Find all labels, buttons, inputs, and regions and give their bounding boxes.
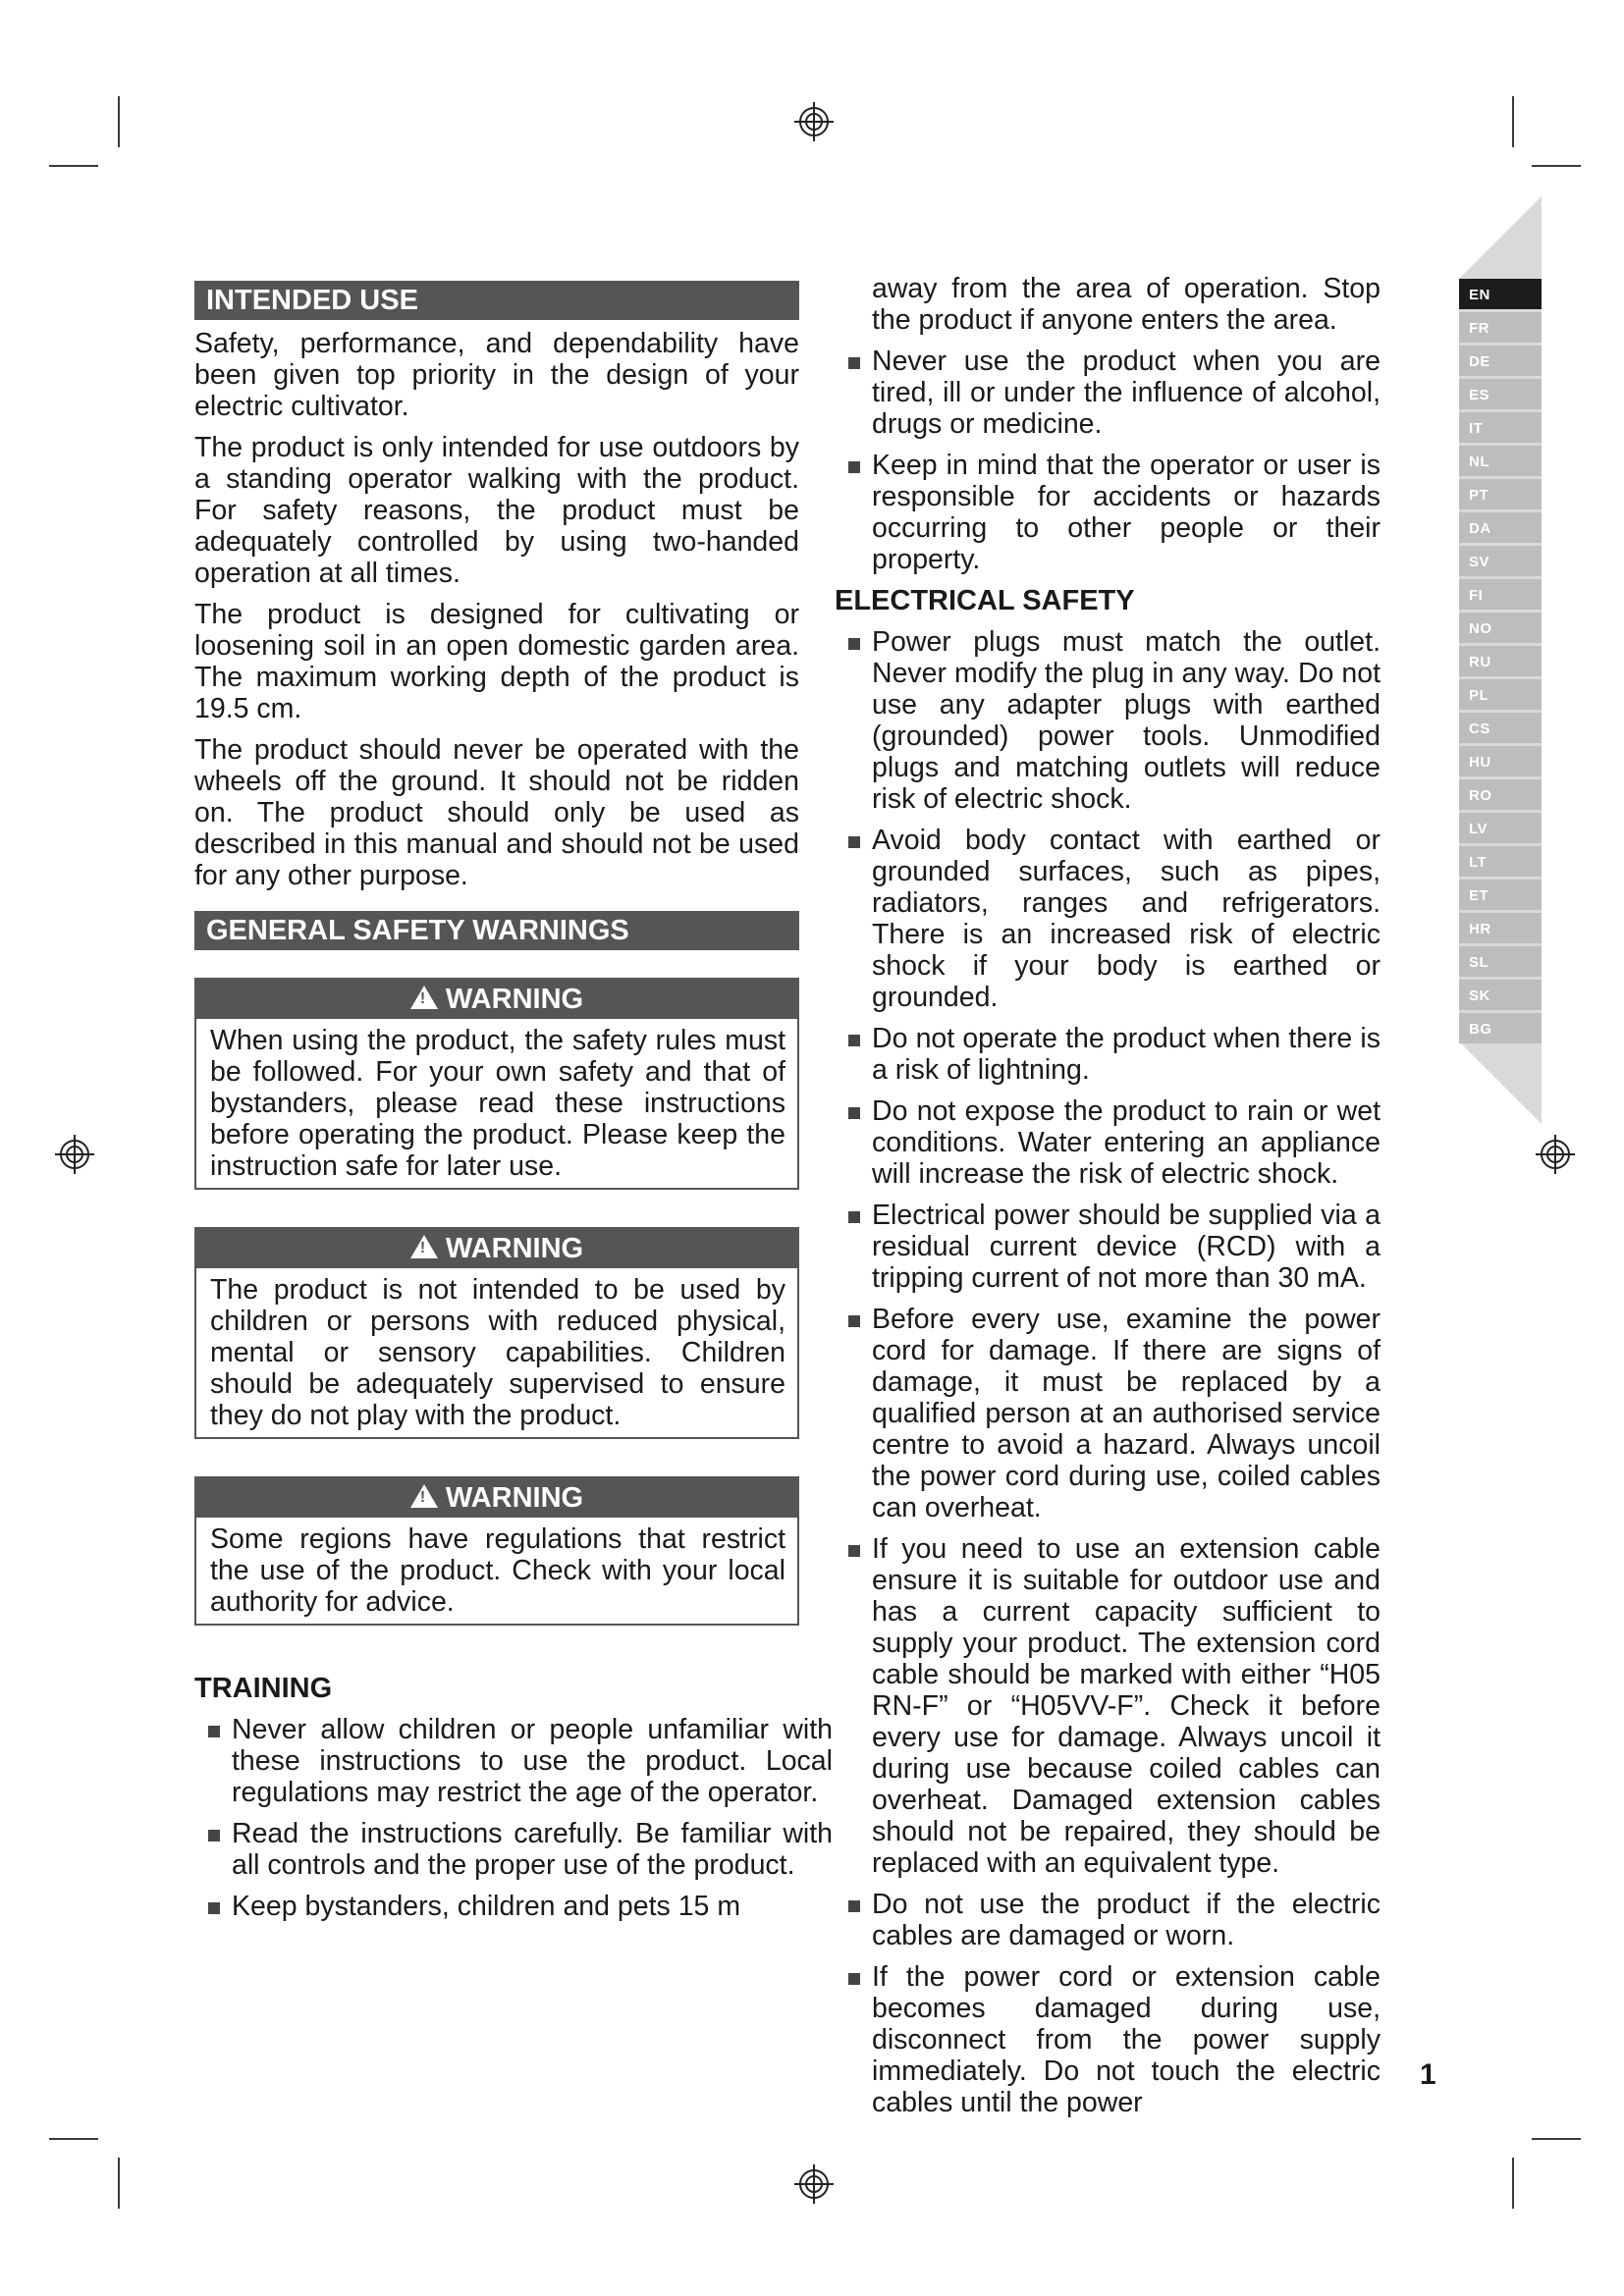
bullet-square-icon bbox=[848, 1315, 860, 1327]
warning-label: WARNING bbox=[445, 1233, 584, 1264]
electrical-bullet: If the power cord or extension cable becomes damaged during use, disconnect from the power supply immediately. Do not touch the electric cables until the power bbox=[835, 1961, 1479, 2118]
bullet-square-icon bbox=[848, 1973, 860, 1985]
electrical-bullet: If you need to use an extension cable ensure it is suitable for outdoor use and has a current capacity sufficient to supply your product. The extension cord cable should be marked with either “H05 RN-F” or “H05VV-F”. Check it before every use for damage. Always uncoil it during use because coiled cables can overheat. Damaged extension cables should not be repaired, they should be replaced with an equivalent type. bbox=[835, 1533, 1479, 1879]
training-continuation: away from the area of operation. Stop the product if anyone enters the area. bbox=[872, 273, 1380, 336]
intended-use-paragraph: The product is only intended for use outdoors by a standing operator walking with the product. For safety reasons, the product must be adequately controlled by using two-handed operation at all times. bbox=[194, 432, 799, 589]
warning-header bbox=[196, 1478, 797, 1518]
warning-triangle-icon bbox=[410, 1235, 438, 1258]
language-tab-ro[interactable]: RO bbox=[1459, 779, 1542, 810]
warning-text: The product is not intended to be used by children or persons with reduced physical, mental or sensory capabilities. Children should be adequately supervised to ensure they do not play with the product. bbox=[210, 1274, 785, 1431]
crop-mark bbox=[49, 165, 98, 167]
warning-triangle-icon bbox=[410, 1484, 438, 1508]
bullet-square-icon bbox=[848, 461, 860, 473]
page-number: 1 bbox=[1420, 2058, 1436, 2091]
language-tab-it[interactable]: IT bbox=[1459, 412, 1542, 443]
training-bullet: Never allow children or people unfamiliar with these instructions to use the product. Local regulations may restrict the age of the operator. bbox=[194, 1714, 833, 1808]
language-tab-et[interactable]: ET bbox=[1459, 880, 1542, 910]
electrical-bullet: Electrical power should be supplied via a residual current device (RCD) with a tripping current of not more than 30 mA. bbox=[835, 1200, 1479, 1294]
language-tab-hu[interactable]: HU bbox=[1459, 746, 1542, 776]
electrical-bullet: Do not expose the product to rain or wet conditions. Water entering an appliance will increase the risk of electric shock. bbox=[835, 1095, 1479, 1190]
warning-header bbox=[196, 1229, 797, 1268]
language-tab-ru[interactable]: RU bbox=[1459, 646, 1542, 676]
electrical-bullet: Before every use, examine the power cord for damage. If there are signs of damage, it must be replaced by a qualified person at an authorised service centre to avoid a hazard. Always uncoil the power cord during use, coiled cables can overheat. bbox=[835, 1304, 1479, 1523]
crop-mark bbox=[49, 2138, 98, 2140]
language-tab-pt[interactable]: PT bbox=[1459, 479, 1542, 509]
crop-mark bbox=[1532, 165, 1581, 167]
bullet-square-icon bbox=[848, 638, 860, 650]
intended-use-paragraph: Safety, performance, and dependability have been given top priority in the design of your electric cultivator. bbox=[194, 328, 799, 422]
language-tab-pl[interactable]: PL bbox=[1459, 679, 1542, 710]
bullet-square-icon bbox=[848, 836, 860, 848]
intended-use-heading: INTENDED USE bbox=[194, 281, 799, 320]
bullet-square-icon bbox=[848, 1900, 860, 1912]
language-tab-lt[interactable]: LT bbox=[1459, 846, 1542, 877]
language-tab-bg[interactable]: BG bbox=[1459, 1013, 1542, 1043]
electrical-bullet: Power plugs must match the outlet. Never modify the plug in any way. Do not use any adapter plugs with earthed (grounded) power tools. Unmodified plugs and matching outlets will reduce risk of electric shock. bbox=[835, 626, 1479, 815]
training-bullet: Keep bystanders, children and pets 15 m bbox=[194, 1891, 833, 1922]
bullet-square-icon bbox=[848, 357, 860, 369]
language-tab-de[interactable]: DE bbox=[1459, 346, 1542, 376]
bullet-square-icon bbox=[848, 1545, 860, 1557]
bullet-square-icon bbox=[208, 1830, 220, 1842]
language-tab-sv[interactable]: SV bbox=[1459, 546, 1542, 576]
electrical-bullet: Do not operate the product when there is a risk of lightning. bbox=[835, 1023, 1479, 1086]
warning-text: Some regions have regulations that restrict the use of the product. Check with your local authority for advice. bbox=[210, 1523, 785, 1618]
electrical-safety-heading: ELECTRICAL SAFETY bbox=[835, 585, 1135, 616]
warning-box bbox=[194, 1476, 799, 1626]
language-tab-fr[interactable]: FR bbox=[1459, 312, 1542, 343]
training-bullet: Keep in mind that the operator or user is responsible for accidents or hazards occurring to other people or their property. bbox=[835, 450, 1479, 575]
crop-mark bbox=[1532, 2138, 1581, 2140]
registration-mark-icon bbox=[794, 2164, 834, 2204]
crop-mark bbox=[1512, 96, 1514, 147]
language-tab-fi[interactable]: FI bbox=[1459, 579, 1542, 610]
language-tab-cs[interactable]: CS bbox=[1459, 713, 1542, 743]
language-tab-sk[interactable]: SK bbox=[1459, 980, 1542, 1010]
language-tab-da[interactable]: DA bbox=[1459, 512, 1542, 543]
training-bullet: Never use the product when you are tired, ill or under the influence of alcohol, drugs or medicine. bbox=[835, 346, 1479, 440]
bullet-square-icon bbox=[848, 1211, 860, 1223]
language-tab-lv[interactable]: LV bbox=[1459, 813, 1542, 843]
registration-mark-icon bbox=[1536, 1135, 1575, 1174]
language-tab-nl[interactable]: NL bbox=[1459, 446, 1542, 476]
general-safety-heading: GENERAL SAFETY WARNINGS bbox=[194, 911, 799, 950]
bullet-square-icon bbox=[848, 1107, 860, 1119]
language-tab-es[interactable]: ES bbox=[1459, 379, 1542, 409]
bullet-square-icon bbox=[848, 1035, 860, 1046]
training-heading: TRAINING bbox=[194, 1673, 333, 1704]
bullet-square-icon bbox=[208, 1726, 220, 1737]
training-bullet: Read the instructions carefully. Be familiar with all controls and the proper use of the product. bbox=[194, 1818, 833, 1881]
warning-label: WARNING bbox=[445, 984, 584, 1015]
crop-mark bbox=[118, 96, 120, 147]
warning-box bbox=[194, 1227, 799, 1439]
electrical-bullet: Avoid body contact with earthed or grounded surfaces, such as pipes, radiators, ranges and refrigerators. There is an increased risk of electric shock if your body is earthed or grounded. bbox=[835, 825, 1479, 1013]
warning-text: When using the product, the safety rules must be followed. For your own safety and that of bystanders, please read these instructions before operating the product. Please keep the instruction safe for later use. bbox=[210, 1025, 785, 1182]
language-tab-hr[interactable]: HR bbox=[1459, 913, 1542, 943]
left-column bbox=[194, 281, 833, 1932]
registration-mark-icon bbox=[794, 102, 834, 141]
electrical-bullet: Do not use the product if the electric cables are damaged or worn. bbox=[835, 1889, 1479, 1951]
warning-triangle-icon bbox=[410, 986, 438, 1009]
language-tab-en[interactable]: EN bbox=[1459, 279, 1542, 309]
bullet-square-icon bbox=[208, 1902, 220, 1914]
intended-use-paragraph: The product should never be operated with the wheels off the ground. It should not be ridden on. The product should only be used as described in this manual and should not be used for any other purpose. bbox=[194, 734, 799, 891]
right-column bbox=[835, 273, 1479, 2128]
language-tab-no[interactable]: NO bbox=[1459, 613, 1542, 643]
warning-box bbox=[194, 978, 799, 1190]
crop-mark bbox=[118, 2158, 120, 2209]
language-tab-sl[interactable]: SL bbox=[1459, 946, 1542, 977]
warning-label: WARNING bbox=[445, 1482, 584, 1514]
intended-use-paragraph: The product is designed for cultivating or loosening soil in an open domestic garden area. The maximum working depth of the product is 19.5 cm. bbox=[194, 599, 799, 724]
warning-header bbox=[196, 980, 797, 1019]
crop-mark bbox=[1512, 2158, 1514, 2209]
registration-mark-icon bbox=[55, 1135, 94, 1174]
